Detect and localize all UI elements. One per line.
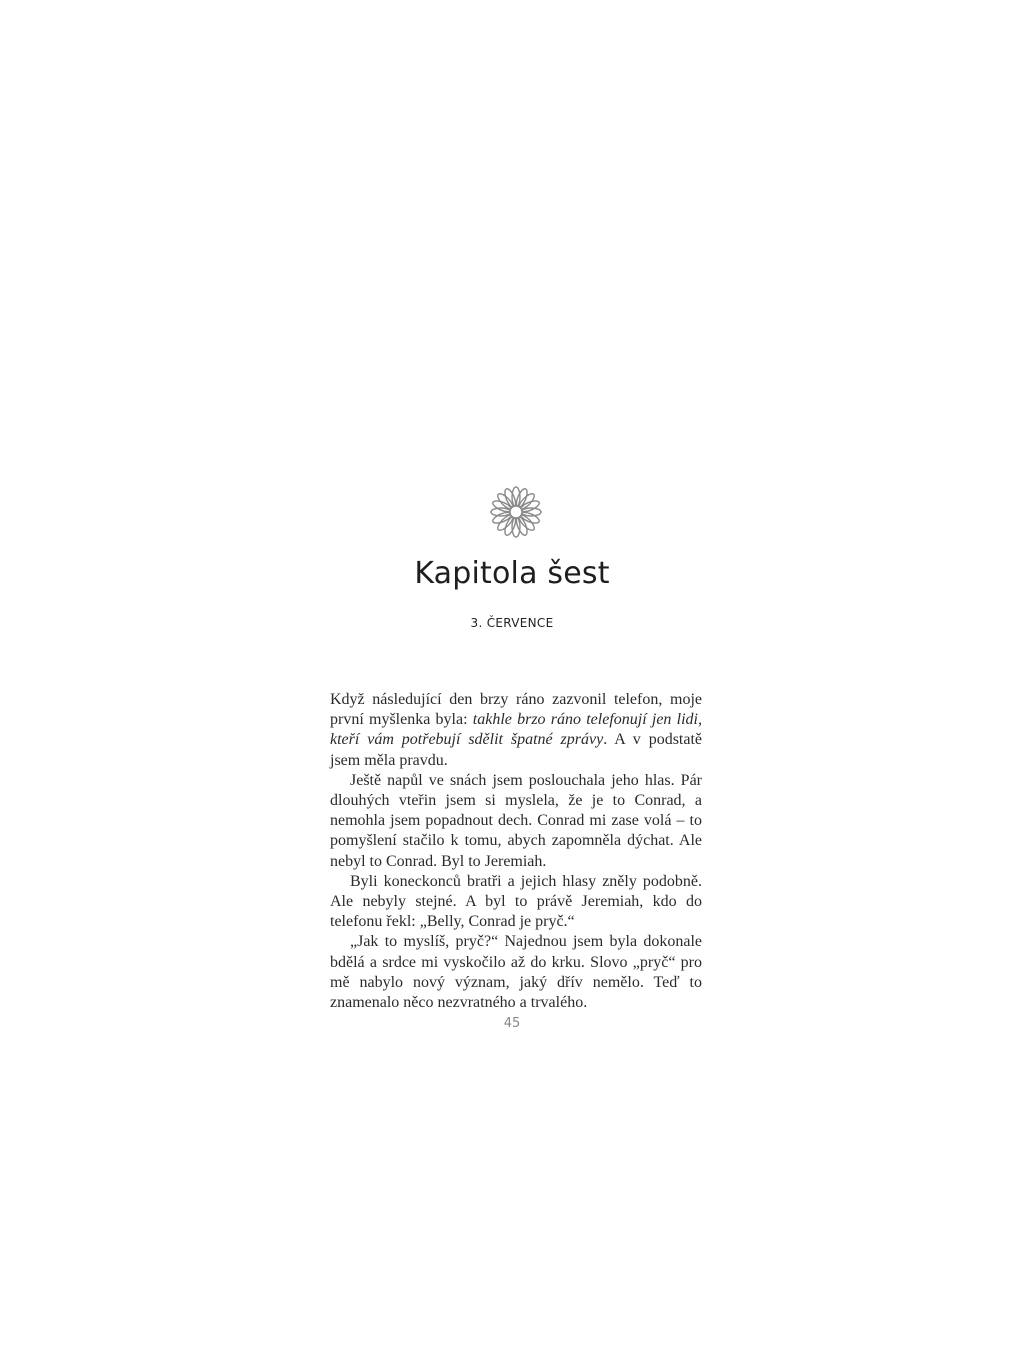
italic-phrase: takhle brzo ráno telefonují jen lidi, kteří vám potřebují sdělit špatné zprávy	[330, 711, 702, 749]
chapter-title: Kapitola šest	[414, 556, 610, 591]
paragraph: Ještě napůl ve snách jsem poslouchala jeho hlas. Pár dlouhých vteřin jsem si myslela, že je to Conrad, a nemohla jsem popadnout dech. Conrad mi zase volá – to pomyšlení stačilo k tomu, abych zapomněla dýchat. Ale nebyl to Conrad. Byl to Jeremiah.	[330, 771, 702, 870]
page-number: 45	[503, 1016, 521, 1031]
paragraph	[330, 690, 702, 771]
body-text	[330, 690, 702, 1013]
daisy-flower-icon	[486, 482, 546, 542]
paragraph: Byli koneckonců bratři a jejich hlasy zněly podobně. Ale nebyly stejné. A byl to právě Jeremiah, kdo do telefonu řekl: „Belly, Conrad je pryč.“	[330, 872, 702, 931]
chapter-date: 3. ČERVENCE	[470, 616, 554, 630]
paragraph: „Jak to myslíš, pryč?“ Najednou jsem byla dokonale bdělá a srdce mi vyskočilo až do krku. Slovo „pryč“ pro mě nabylo nový význam, jaký dřív nemělo. Teď to znamenalo něco nezvratného a trvalého.	[330, 933, 702, 1012]
paragraph-text: . A v podstatě jsem měla pravdu.	[330, 731, 703, 769]
paragraph-text: Když následující den brzy ráno zazvonil telefon, moje první myšlenka byla:	[330, 691, 702, 729]
